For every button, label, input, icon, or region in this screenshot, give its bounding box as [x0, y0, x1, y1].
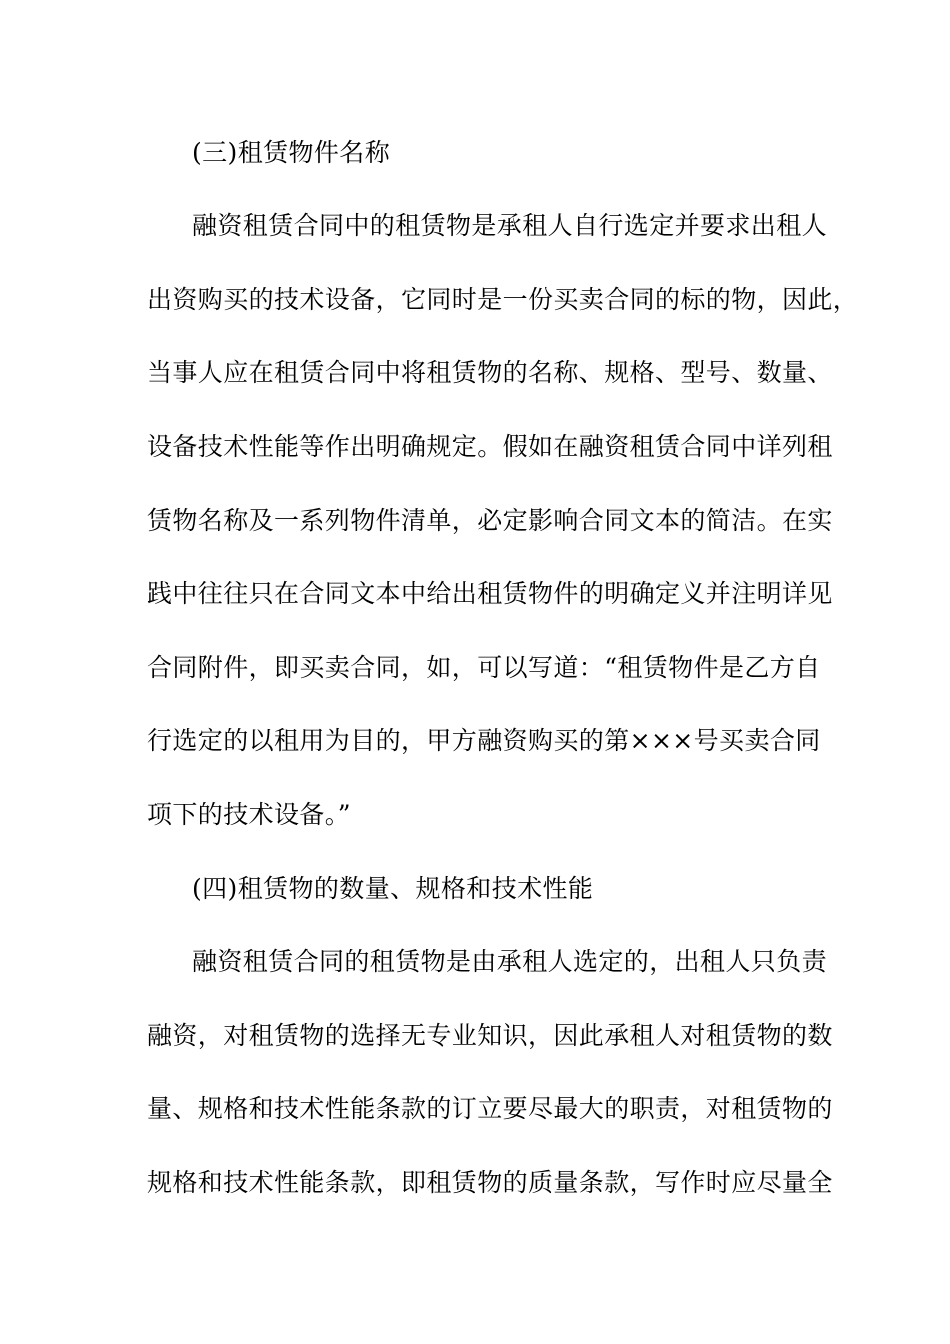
paragraph-line: 当事人应在租赁合同中将租赁物的名称、规格、型号、数量、 [147, 358, 833, 387]
paragraph-line: 规格和技术性能条款，即租赁物的质量条款，写作时应尽量全 [147, 1168, 833, 1197]
paragraph-line: 合同附件，即买卖合同，如，可以写道：“租赁物件是乙方自 [147, 653, 821, 682]
paragraph-line: 项下的技术设备。” [147, 800, 351, 829]
paragraph-line: 践中往往只在合同文本中给出租赁物件的明确定义并注明详见 [147, 579, 833, 608]
section-heading-3: (三)租赁物件名称 [192, 138, 391, 167]
section-heading-4: (四)租赁物的数量、规格和技术性能 [192, 874, 594, 903]
paragraph-line: 融资租赁合同的租赁物是由承租人选定的，出租人只负责 [192, 947, 828, 976]
paragraph-line: 融资租赁合同中的租赁物是承租人自行选定并要求出租人 [192, 211, 828, 240]
paragraph-line: 行选定的以租用为目的，甲方融资购买的第×××号买卖合同 [147, 726, 821, 755]
paragraph-line: 融资，对租赁物的选择无专业知识，因此承租人对租赁物的数 [147, 1021, 833, 1050]
paragraph-line: 设备技术性能等作出明确规定。假如在融资租赁合同中详列租 [147, 432, 833, 461]
paragraph-line: 量、规格和技术性能条款的订立要尽最大的职责，对租赁物的 [147, 1094, 833, 1123]
paragraph-line: 出资购买的技术设备，它同时是一份买卖合同的标的物，因此， [147, 285, 859, 314]
paragraph-line: 赁物名称及一系列物件清单，必定影响合同文本的简洁。在实 [147, 506, 833, 535]
